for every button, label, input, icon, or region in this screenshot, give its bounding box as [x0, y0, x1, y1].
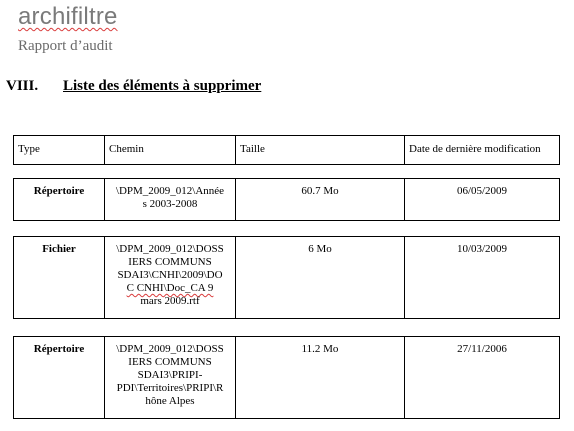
- table-row: [14, 237, 560, 319]
- row-date: 06/05/2009: [405, 179, 560, 221]
- table-row: [14, 179, 560, 221]
- path-line: PDI\Territoires\PRIPI\R: [116, 382, 224, 394]
- path-line: \DPM_2009_012\DOSS: [116, 343, 224, 355]
- entry-table-1: [13, 178, 560, 221]
- row-path: [105, 337, 236, 419]
- row-type: Répertoire: [14, 337, 105, 419]
- path-line: s 2003-2008: [142, 198, 198, 210]
- row-type: Fichier: [14, 237, 105, 319]
- path-line: IERS COMMUNS: [128, 356, 212, 368]
- header-path: Chemin: [105, 136, 236, 165]
- header-type: Type: [14, 136, 105, 165]
- path-line: C CNHI\Doc_CA 9: [126, 282, 214, 294]
- row-size: 6 Mo: [236, 237, 405, 319]
- archifiltre-logo: archifiltre: [18, 3, 118, 30]
- path-line: \DPM_2009_012\Année: [115, 185, 225, 197]
- header-date: Date de dernière modification: [405, 136, 560, 165]
- row-type: Répertoire: [14, 179, 105, 221]
- path-line: IERS COMMUNS: [128, 256, 212, 268]
- header-size: Taille: [236, 136, 405, 165]
- row-date: 10/03/2009: [405, 237, 560, 319]
- row-date: 27/11/2006: [405, 337, 560, 419]
- entry-table-3: [13, 336, 560, 419]
- header-row: [14, 136, 560, 165]
- row-size: 60.7 Mo: [236, 179, 405, 221]
- section-number: VIII.: [6, 78, 39, 94]
- table-row: [14, 337, 560, 419]
- section-title: Liste des éléments à supprimer: [63, 78, 262, 94]
- path-line: hône Alpes: [145, 395, 195, 407]
- row-path: [105, 237, 236, 319]
- report-subtitle: Rapport d’audit: [18, 38, 113, 54]
- path-line: mars 2009.rtf: [140, 295, 200, 307]
- entry-table-2: [13, 236, 560, 319]
- row-size: 11.2 Mo: [236, 337, 405, 419]
- path-line: \DPM_2009_012\DOSS: [116, 243, 224, 255]
- section-heading: [6, 76, 261, 96]
- row-path: [105, 179, 236, 221]
- header-table: [13, 135, 560, 165]
- path-line: SDAI3\PRIPI-: [137, 369, 203, 381]
- path-line: SDAI3\CNHI\2009\DO: [117, 269, 223, 281]
